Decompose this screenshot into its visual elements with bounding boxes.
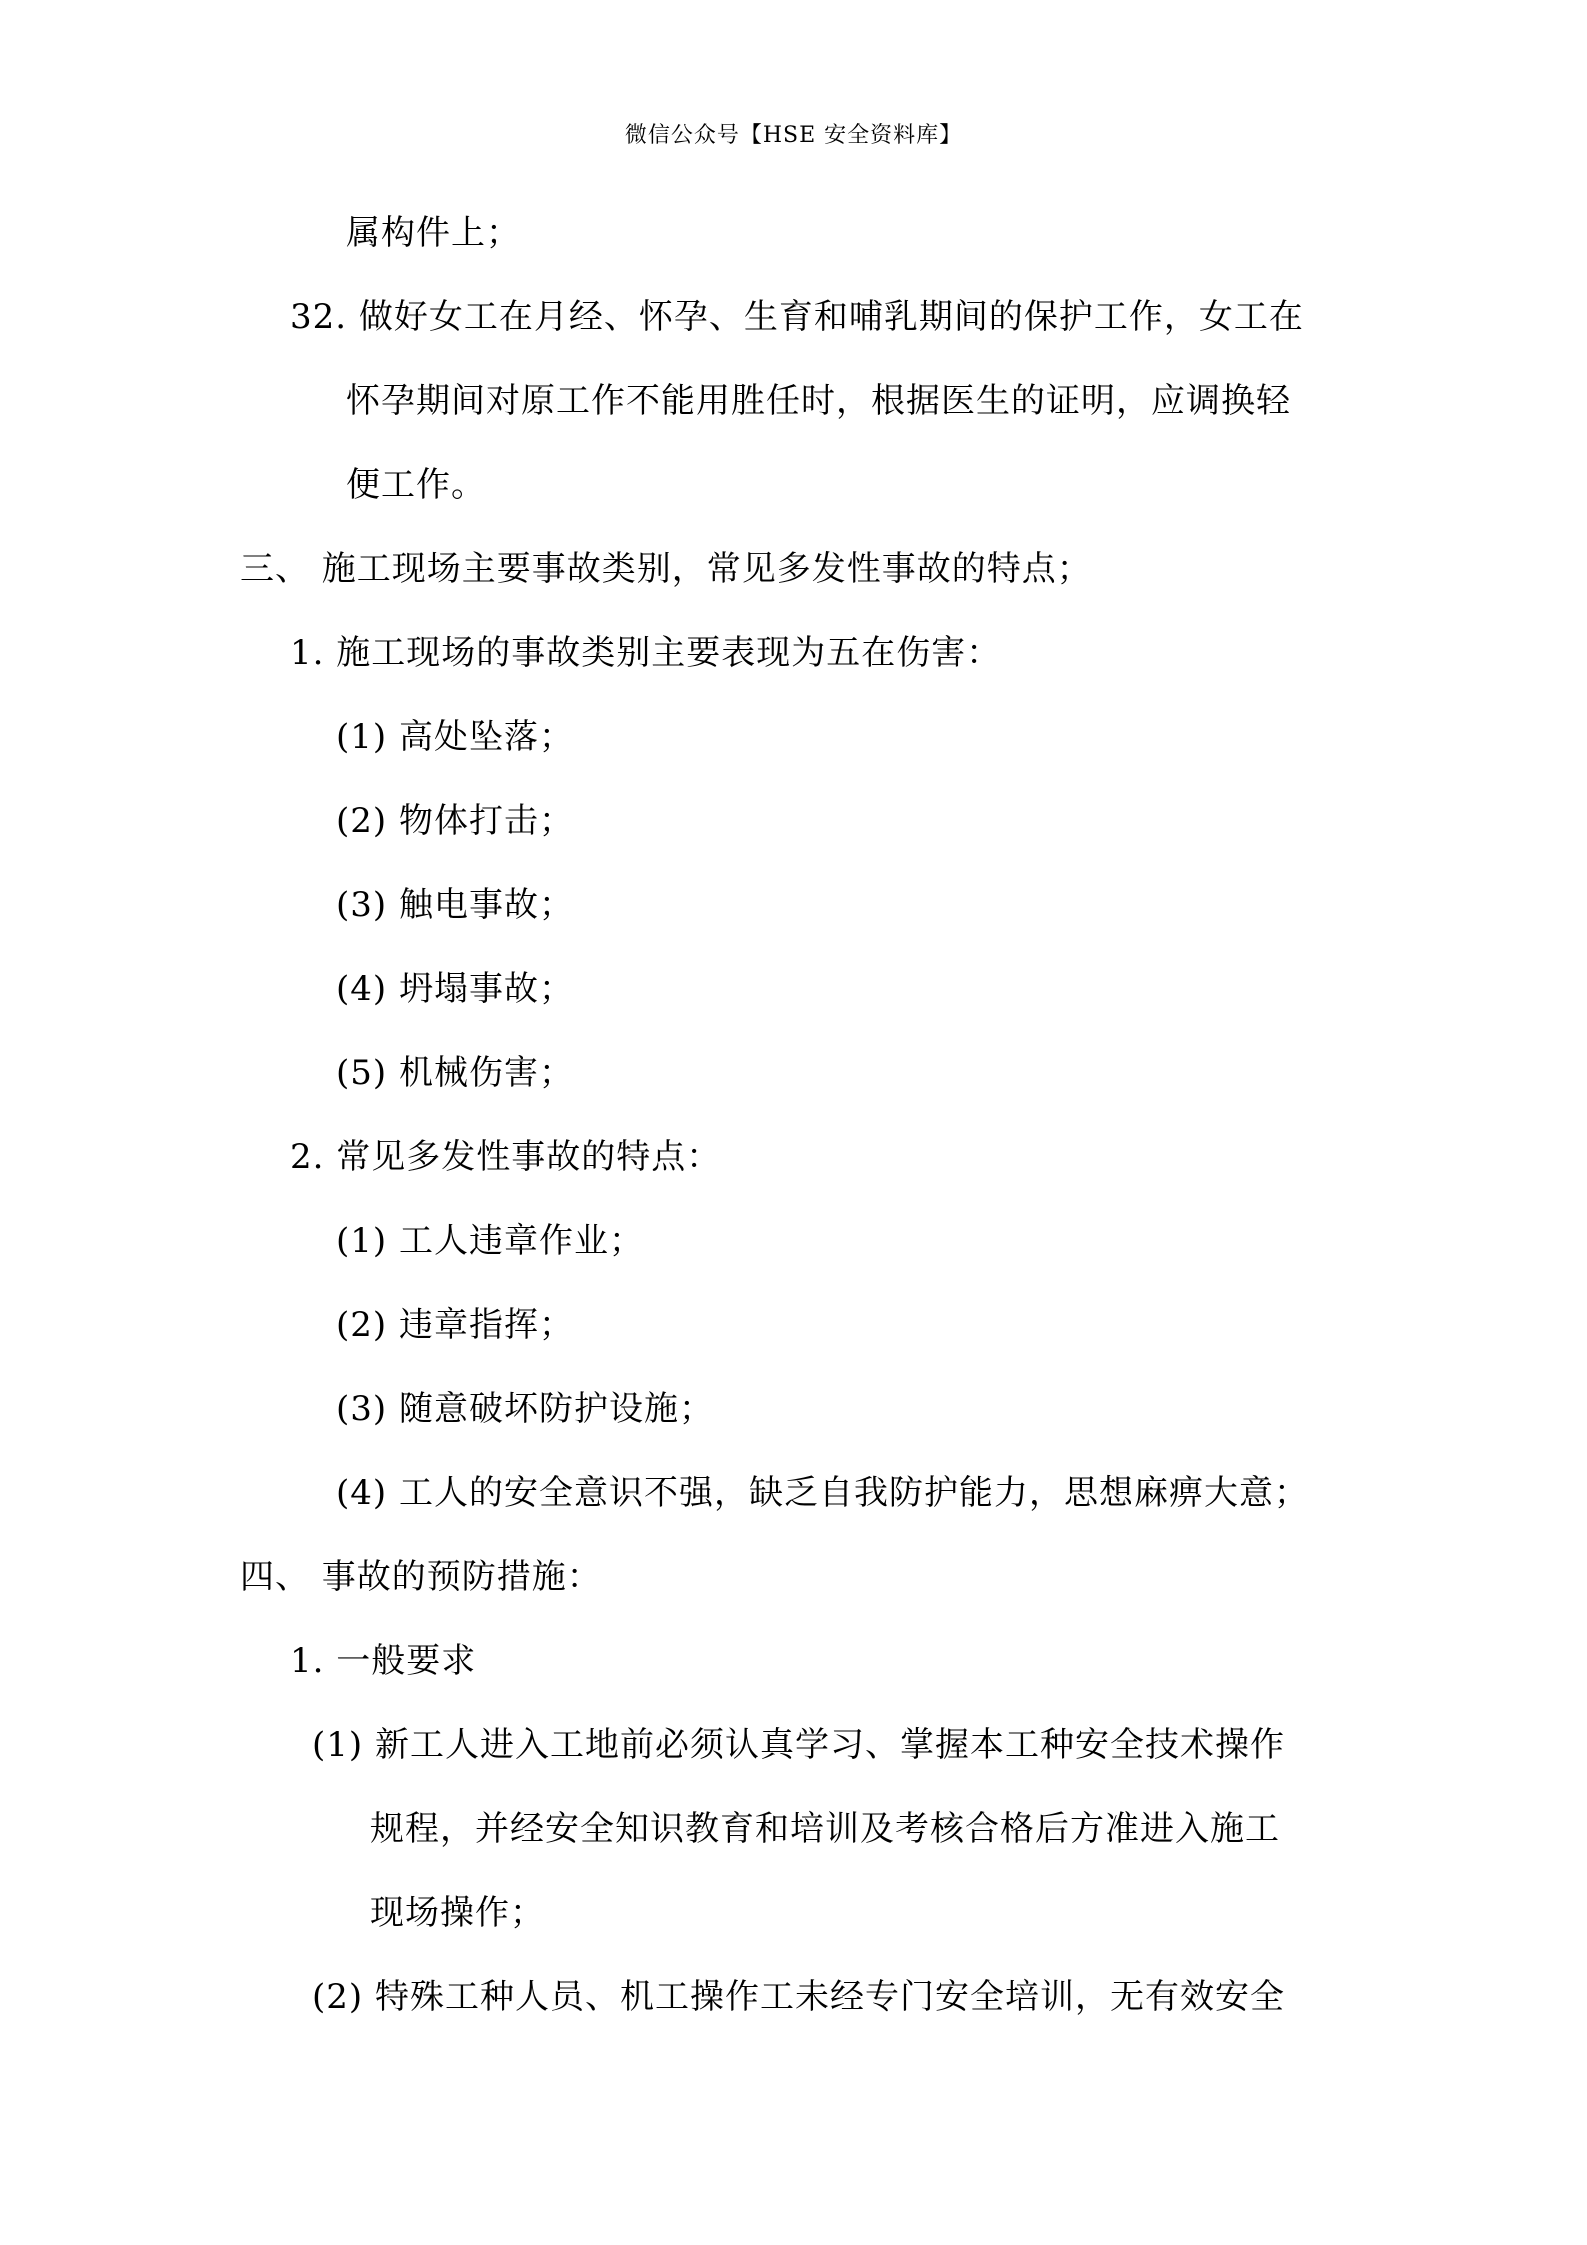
list-item: (2) 违章指挥； <box>336 1305 574 1345</box>
list-item: (1) 新工人进入工地前必须认真学习、掌握本工种安全技术操作 <box>312 1725 1285 1765</box>
text-line: 1. 一般要求 <box>290 1641 477 1681</box>
list-item: (2) 特殊工种人员、机工操作工未经专门安全培训，无有效安全 <box>312 1977 1285 2017</box>
text-line: 32. 做好女工在月经、怀孕、生育和哺乳期间的保护工作，女工在 <box>290 297 1304 337</box>
text-line: 怀孕期间对原工作不能用胜任时，根据医生的证明，应调换轻 <box>346 381 1291 421</box>
list-item: (1) 高处坠落； <box>336 717 574 757</box>
page-header: 微信公众号【HSE 安全资料库】 <box>624 123 963 148</box>
text-line: 1. 施工现场的事故类别主要表现为五在伤害： <box>290 633 1002 673</box>
section-heading: 三、 施工现场主要事故类别，常见多发性事故的特点； <box>240 549 1092 589</box>
list-item: (1) 工人违章作业； <box>336 1221 644 1261</box>
list-item: (3) 随意破坏防护设施； <box>336 1389 714 1429</box>
list-item: (4) 坍塌事故； <box>336 969 574 1009</box>
text-line: 2. 常见多发性事故的特点： <box>290 1137 722 1177</box>
list-item: (3) 触电事故； <box>336 885 574 925</box>
list-item: (4) 工人的安全意识不强，缺乏自我防护能力，思想麻痹大意； <box>336 1473 1309 1513</box>
text-line: 便工作。 <box>346 465 486 505</box>
text-line: 现场操作； <box>370 1893 545 1933</box>
section-heading: 四、 事故的预防措施： <box>240 1557 602 1597</box>
list-item: (2) 物体打击； <box>336 801 574 841</box>
text-line: 规程，并经安全知识教育和培训及考核合格后方准进入施工 <box>370 1809 1280 1849</box>
list-item: (5) 机械伤害； <box>336 1053 574 1093</box>
text-line: 属构件上； <box>346 213 521 253</box>
